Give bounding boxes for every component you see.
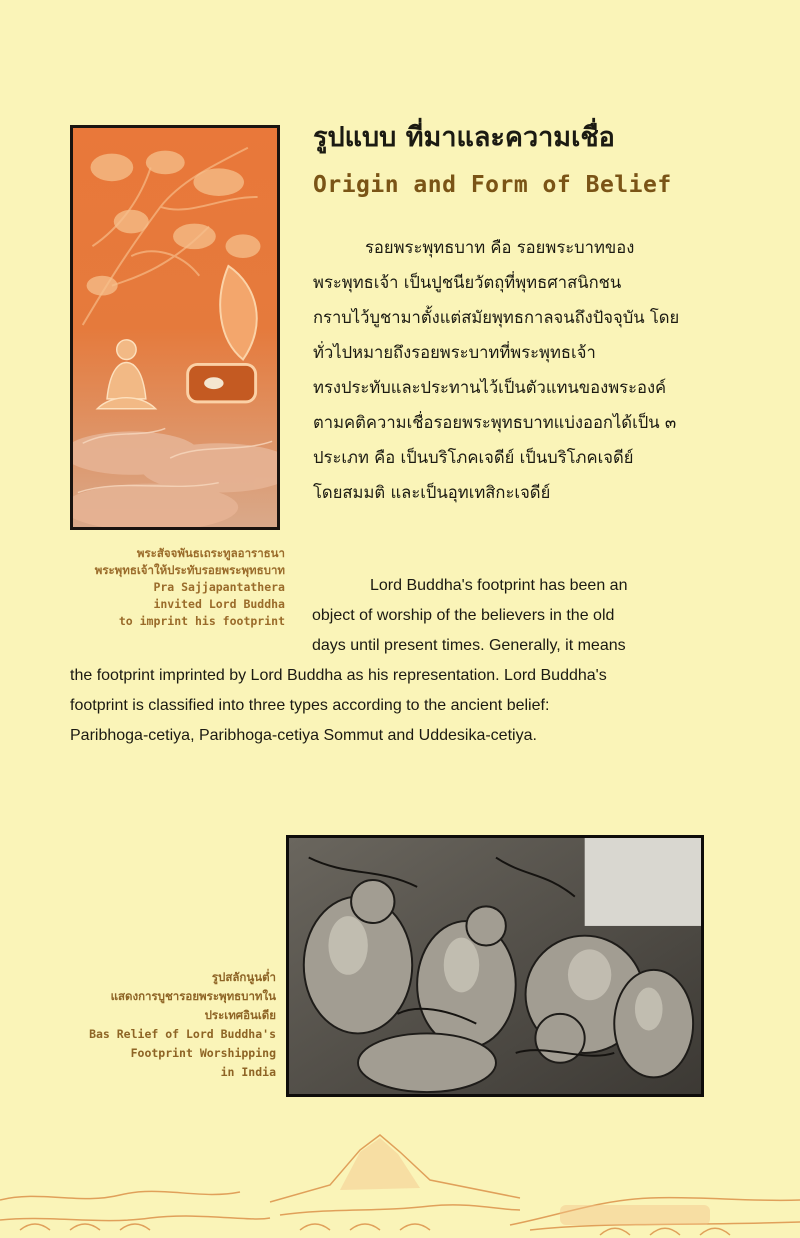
top-caption-thai-1: พระสัจจพันธเถระทูลอาราธนา xyxy=(136,546,285,560)
thai-line: ตามคติความเชื่อรอยพระพุทธบาทแบ่งออกได้เป็น ๓ xyxy=(313,413,677,432)
bottom-caption-thai-3: ประเทศอินเดีย xyxy=(204,1008,276,1022)
english-line: days until present times. Generally, it means xyxy=(312,637,626,654)
top-caption-thai-2: พระพุทธเจ้าให้ประทับรอยพระพุทธบาท xyxy=(94,563,285,577)
bottom-caption-en-1: Bas Relief of Lord Buddha's xyxy=(89,1027,276,1041)
relief-painting-image xyxy=(70,125,280,530)
thai-line: ทั่วไปหมายถึงรอยพระบาทที่พระพุทธเจ้า xyxy=(313,343,596,362)
thai-line: รอยพระพุทธบาท คือ รอยพระบาทของ xyxy=(365,238,635,257)
bottom-caption-thai-1: รูปสลักนูนต่ำ xyxy=(211,970,276,984)
bottom-caption-thai-2: แสดงการบูชารอยพระพุทธบาทใน xyxy=(110,989,276,1003)
top-caption-en-2: invited Lord Buddha xyxy=(153,597,285,611)
english-line: footprint is classified into three types according to the ancient belief: xyxy=(70,697,550,714)
english-body-text xyxy=(70,571,710,751)
thai-line: โดยสมมติ และเป็นอุทเทสิกะเจดีย์ xyxy=(313,483,551,502)
footer-ornament xyxy=(0,1130,800,1238)
page-title-thai: รูปแบบ ที่มาและความเชื่อ xyxy=(313,122,615,153)
thai-line: ทรงประทับและประทานไว้เป็นตัวแทนของพระองค์ xyxy=(313,378,667,397)
english-line: Paribhoga-cetiya, Paribhoga-cetiya Sommut and Uddesika-cetiya. xyxy=(70,727,537,744)
english-line: the footprint imprinted by Lord Buddha as his representation. Lord Buddha's xyxy=(70,667,607,684)
thai-line: พระพุทธเจ้า เป็นปูชนียวัตถุที่พุทธศาสนิกชน xyxy=(313,273,622,292)
top-caption-en-3: to imprint his footprint xyxy=(118,614,285,628)
bottom-caption-en-2: Footprint Worshipping xyxy=(130,1046,276,1060)
english-line: object of worship of the believers in the old xyxy=(312,607,615,624)
bottom-image-caption xyxy=(60,968,276,1082)
thai-line: ประเภท คือ เป็นบริโภคเจดีย์ เป็นบริโภคเจดีย์ xyxy=(313,448,634,467)
page-title-english: Origin and Form of Belief xyxy=(313,172,672,198)
top-caption-en-1: Pra Sajjapantathera xyxy=(153,580,285,594)
english-line: Lord Buddha's footprint has been an xyxy=(370,577,628,594)
bottom-caption-en-3: in India xyxy=(220,1065,276,1079)
bas-relief-image xyxy=(286,835,704,1097)
thai-body-text xyxy=(313,230,703,510)
thai-line: กราบไว้บูชามาตั้งแต่สมัยพุทธกาลจนถึงปัจจุบัน โดย xyxy=(313,308,680,327)
